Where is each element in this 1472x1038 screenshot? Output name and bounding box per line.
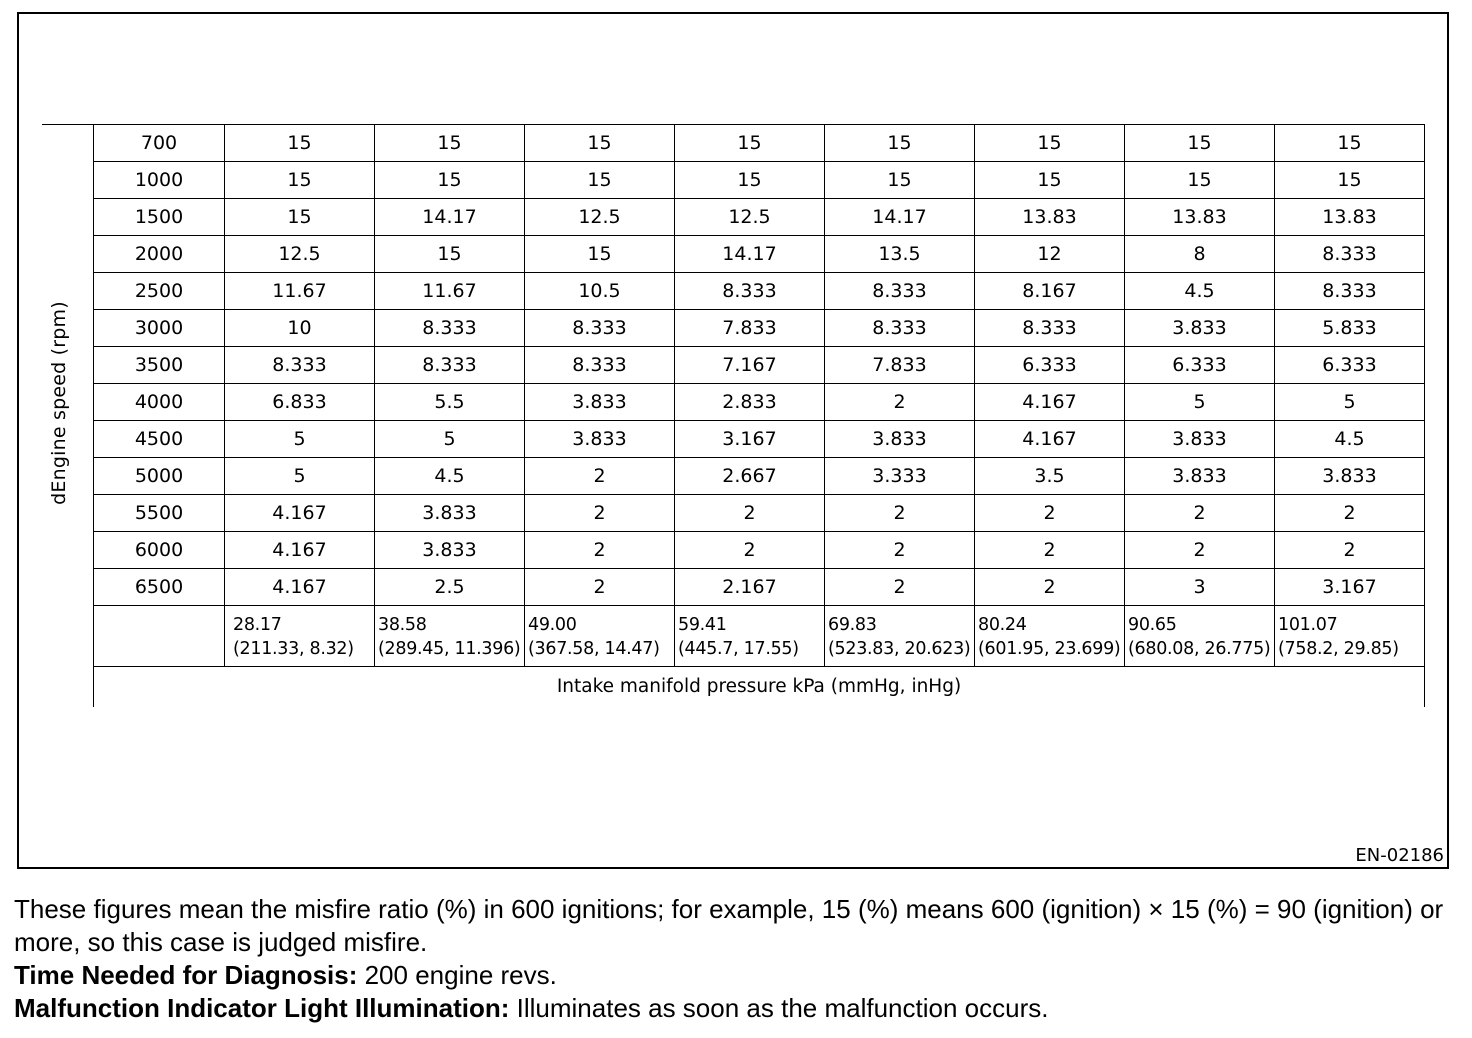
rpm-cell: 5500 [94, 495, 225, 532]
misfire-value-cell: 15 [225, 199, 375, 236]
misfire-value-cell: 2 [1275, 532, 1425, 569]
misfire-value-cell: 15 [225, 125, 375, 162]
diagnosis-time-label: Time Needed for Diagnosis: [14, 960, 358, 990]
misfire-value-cell: 7.833 [825, 347, 975, 384]
misfire-value-cell: 2 [975, 495, 1125, 532]
misfire-value-cell: 15 [675, 162, 825, 199]
pressure-mmhg-inhg: (211.33, 8.32) [233, 639, 354, 659]
misfire-value-cell: 11.67 [375, 273, 525, 310]
misfire-value-cell: 15 [675, 125, 825, 162]
misfire-value-cell: 2 [825, 495, 975, 532]
misfire-value-cell: 2.5 [375, 569, 525, 606]
misfire-value-cell: 4.167 [975, 421, 1125, 458]
misfire-value-cell: 6.333 [975, 347, 1125, 384]
misfire-value-cell: 8.333 [975, 310, 1125, 347]
misfire-value-cell: 8.333 [825, 273, 975, 310]
misfire-value-cell: 15 [375, 236, 525, 273]
pressure-kpa: 49.00 [528, 615, 577, 635]
misfire-value-cell: 7.167 [675, 347, 825, 384]
rpm-cell: 2500 [94, 273, 225, 310]
misfire-value-cell: 6.833 [225, 384, 375, 421]
pressure-cell [825, 606, 975, 667]
pressure-row-blank-cell [94, 606, 225, 667]
misfire-value-cell: 3.833 [1275, 458, 1425, 495]
misfire-value-cell: 12 [975, 236, 1125, 273]
misfire-value-cell: 2 [975, 569, 1125, 606]
misfire-value-cell: 11.67 [225, 273, 375, 310]
pressure-cell [675, 606, 825, 667]
misfire-value-cell: 5 [375, 421, 525, 458]
notes-explanation: These figures mean the misfire ratio (%) in 600 ignitions; for example, 15 (%) means 600 (ignition) × 15 (%) = 90 (ignition) or more, so this case is judged misfire. [14, 894, 1444, 957]
misfire-value-cell: 15 [225, 162, 375, 199]
table-row [94, 273, 1425, 310]
rpm-cell: 5000 [94, 458, 225, 495]
misfire-value-cell: 4.167 [975, 384, 1125, 421]
misfire-value-cell: 6.333 [1125, 347, 1275, 384]
misfire-value-cell: 2 [1275, 495, 1425, 532]
misfire-value-cell: 12.5 [225, 236, 375, 273]
misfire-value-cell: 3.167 [1275, 569, 1425, 606]
y-axis-label: dEngine speed (rpm) [48, 301, 70, 505]
pressure-kpa: 101.07 [1278, 615, 1338, 635]
misfire-value-cell: 8.333 [1275, 236, 1425, 273]
misfire-value-cell: 4.167 [225, 532, 375, 569]
misfire-value-cell: 2 [1125, 532, 1275, 569]
misfire-value-cell: 3.833 [375, 532, 525, 569]
pressure-mmhg-inhg: (680.08, 26.775) [1128, 639, 1271, 659]
misfire-value-cell: 7.833 [675, 310, 825, 347]
misfire-value-cell: 2 [825, 384, 975, 421]
mil-illumination [14, 992, 1466, 1025]
table-row [94, 310, 1425, 347]
misfire-value-cell: 15 [525, 125, 675, 162]
table-row [94, 569, 1425, 606]
pressure-kpa: 38.58 [378, 615, 427, 635]
pressure-mmhg-inhg: (523.83, 20.623) [828, 639, 971, 659]
figure-code: EN-02186 [1355, 845, 1444, 866]
pressure-mmhg-inhg: (367.58, 14.47) [528, 639, 660, 659]
table-row [94, 199, 1425, 236]
pressure-mmhg-inhg: (601.95, 23.699) [978, 639, 1121, 659]
misfire-value-cell: 2 [675, 495, 825, 532]
misfire-value-cell: 2.667 [675, 458, 825, 495]
rpm-cell: 4500 [94, 421, 225, 458]
table-row [94, 384, 1425, 421]
misfire-ratio-table [93, 124, 1425, 707]
rpm-cell: 6500 [94, 569, 225, 606]
mil-illumination-value: Illuminates as soon as the malfunction occurs. [509, 993, 1049, 1023]
pressure-kpa: 90.65 [1128, 615, 1177, 635]
misfire-value-cell: 3.833 [525, 421, 675, 458]
misfire-value-cell: 2 [825, 532, 975, 569]
table-row [94, 236, 1425, 273]
misfire-value-cell: 15 [975, 162, 1125, 199]
misfire-value-cell: 15 [1275, 162, 1425, 199]
misfire-value-cell: 15 [375, 162, 525, 199]
misfire-value-cell: 10.5 [525, 273, 675, 310]
misfire-value-cell: 15 [525, 236, 675, 273]
table-row [94, 347, 1425, 384]
misfire-value-cell: 8.333 [375, 347, 525, 384]
pressure-cell [375, 606, 525, 667]
pressure-row [94, 606, 1425, 667]
table-row [94, 125, 1425, 162]
misfire-value-cell: 8.333 [825, 310, 975, 347]
rpm-cell: 1000 [94, 162, 225, 199]
misfire-value-cell: 2 [525, 532, 675, 569]
rpm-cell: 700 [94, 125, 225, 162]
pressure-kpa: 69.83 [828, 615, 877, 635]
pressure-mmhg-inhg: (289.45, 11.396) [378, 639, 521, 659]
rpm-cell: 3000 [94, 310, 225, 347]
misfire-value-cell: 15 [825, 125, 975, 162]
rpm-cell: 3500 [94, 347, 225, 384]
misfire-value-cell: 8.333 [675, 273, 825, 310]
misfire-value-cell: 8.333 [375, 310, 525, 347]
misfire-value-cell: 3.5 [975, 458, 1125, 495]
table-top-rule [42, 124, 94, 125]
pressure-cell [1125, 606, 1275, 667]
rpm-cell: 4000 [94, 384, 225, 421]
misfire-value-cell: 8.167 [975, 273, 1125, 310]
misfire-value-cell: 15 [1275, 125, 1425, 162]
misfire-value-cell: 4.167 [225, 569, 375, 606]
misfire-value-cell: 15 [1125, 125, 1275, 162]
misfire-value-cell: 2.167 [675, 569, 825, 606]
misfire-value-cell: 4.5 [1125, 273, 1275, 310]
pressure-kpa: 59.41 [678, 615, 727, 635]
notes-section [14, 893, 1466, 1025]
misfire-value-cell: 5 [1275, 384, 1425, 421]
misfire-value-cell: 13.5 [825, 236, 975, 273]
pressure-kpa: 80.24 [978, 615, 1027, 635]
rpm-cell: 2000 [94, 236, 225, 273]
misfire-value-cell: 13.83 [1275, 199, 1425, 236]
misfire-value-cell: 12.5 [675, 199, 825, 236]
misfire-value-cell: 4.5 [375, 458, 525, 495]
pressure-mmhg-inhg: (758.2, 29.85) [1278, 639, 1399, 659]
misfire-value-cell: 3.833 [375, 495, 525, 532]
misfire-value-cell: 3.833 [1125, 310, 1275, 347]
misfire-value-cell: 8.333 [225, 347, 375, 384]
misfire-value-cell: 13.83 [975, 199, 1125, 236]
rpm-cell: 1500 [94, 199, 225, 236]
misfire-value-cell: 2.833 [675, 384, 825, 421]
diagnosis-time-value: 200 engine revs. [357, 960, 557, 990]
x-axis-row [94, 667, 1425, 707]
misfire-value-cell: 3.167 [675, 421, 825, 458]
misfire-value-cell: 15 [975, 125, 1125, 162]
table-row [94, 162, 1425, 199]
misfire-value-cell: 15 [1125, 162, 1275, 199]
pressure-cell [1275, 606, 1425, 667]
misfire-value-cell: 12.5 [525, 199, 675, 236]
x-axis-label: Intake manifold pressure kPa (mmHg, inHg) [94, 667, 1425, 707]
table-body [94, 125, 1425, 707]
pressure-cell [525, 606, 675, 667]
table-row [94, 421, 1425, 458]
misfire-value-cell: 5 [1125, 384, 1275, 421]
misfire-value-cell: 5 [225, 421, 375, 458]
misfire-value-cell: 4.5 [1275, 421, 1425, 458]
diagnosis-time [14, 959, 1466, 992]
misfire-value-cell: 8.333 [1275, 273, 1425, 310]
misfire-value-cell: 14.17 [825, 199, 975, 236]
misfire-value-cell: 5 [225, 458, 375, 495]
misfire-value-cell: 8 [1125, 236, 1275, 273]
misfire-value-cell: 14.17 [675, 236, 825, 273]
table-row [94, 532, 1425, 569]
misfire-value-cell: 5.5 [375, 384, 525, 421]
misfire-value-cell: 15 [825, 162, 975, 199]
misfire-value-cell: 2 [525, 458, 675, 495]
misfire-value-cell: 2 [675, 532, 825, 569]
misfire-value-cell: 2 [525, 495, 675, 532]
pressure-mmhg-inhg: (445.7, 17.55) [678, 639, 799, 659]
misfire-value-cell: 15 [525, 162, 675, 199]
misfire-value-cell: 15 [375, 125, 525, 162]
misfire-value-cell: 2 [1125, 495, 1275, 532]
misfire-value-cell: 2 [975, 532, 1125, 569]
misfire-value-cell: 8.333 [525, 347, 675, 384]
misfire-value-cell: 3 [1125, 569, 1275, 606]
misfire-value-cell: 13.83 [1125, 199, 1275, 236]
pressure-kpa: 28.17 [233, 615, 282, 635]
misfire-value-cell: 8.333 [525, 310, 675, 347]
misfire-value-cell: 6.333 [1275, 347, 1425, 384]
misfire-value-cell: 4.167 [225, 495, 375, 532]
misfire-value-cell: 3.833 [525, 384, 675, 421]
misfire-value-cell: 2 [825, 569, 975, 606]
table-row [94, 458, 1425, 495]
misfire-value-cell: 5.833 [1275, 310, 1425, 347]
misfire-value-cell: 3.833 [1125, 421, 1275, 458]
table-row [94, 495, 1425, 532]
rpm-cell: 6000 [94, 532, 225, 569]
misfire-value-cell: 3.833 [1125, 458, 1275, 495]
misfire-value-cell: 2 [525, 569, 675, 606]
pressure-cell [225, 606, 375, 667]
misfire-value-cell: 14.17 [375, 199, 525, 236]
misfire-value-cell: 3.333 [825, 458, 975, 495]
misfire-value-cell: 10 [225, 310, 375, 347]
mil-illumination-label: Malfunction Indicator Light Illumination: [14, 993, 510, 1023]
misfire-value-cell: 3.833 [825, 421, 975, 458]
pressure-cell [975, 606, 1125, 667]
